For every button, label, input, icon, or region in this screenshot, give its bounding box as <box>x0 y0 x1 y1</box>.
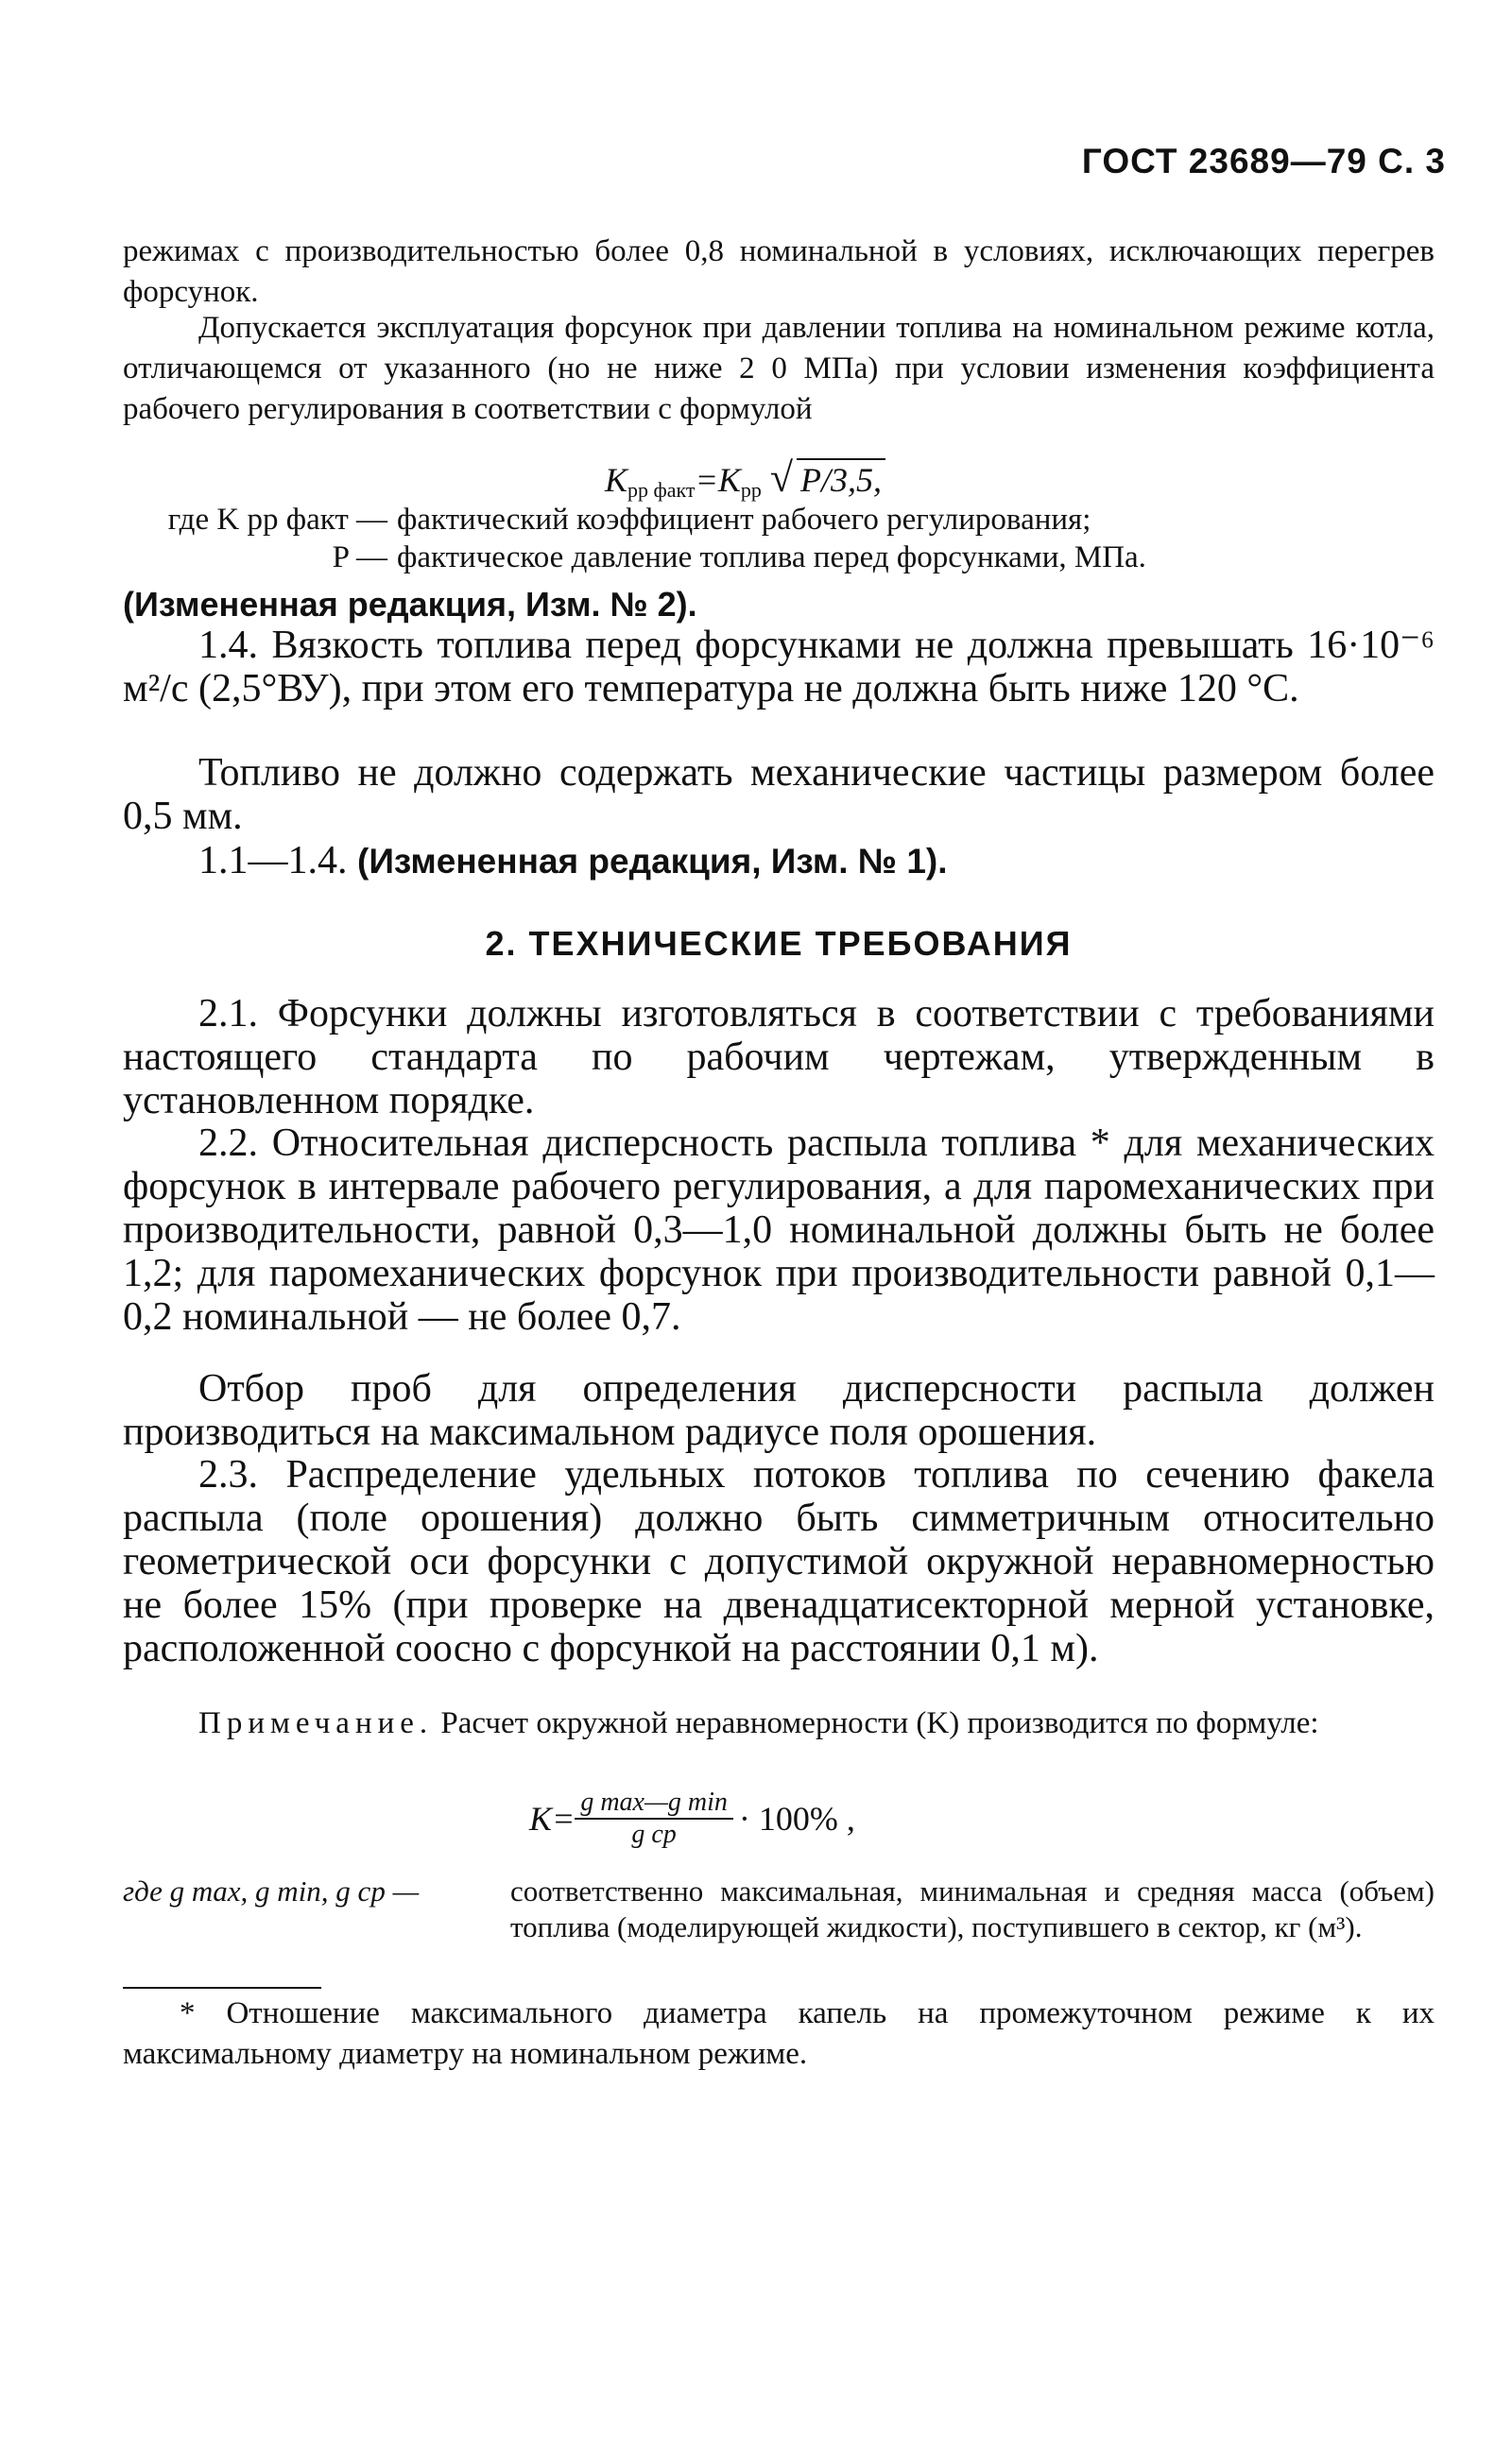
paragraph-2-2: 2.2. Относительная дисперсность распыла топлива * для механических форсунок в интервале рабочего регулирования, а для паромеханических при производительности, равной 0,3—1,0 номинальной должны быть не более 1,2; для паромеханических форсунок при производительности равной 0,1—0,2 номинальной — не более 0,7. <box>123 1121 1435 1339</box>
where-row: P — фактическое давление топлива перед форсунками, МПа. <box>332 540 1146 574</box>
where-row: где K рр факт — фактический коэффициент рабочего регулирования; <box>167 503 1091 537</box>
paragraph-2-3: 2.3. Распределение удельных потоков топлива по сечению факела распыла (поле орошения) должно быть симметричным относительно геометрической оси форсунки с допустимой окружной неравномерностью не более 15% (при проверке на двенадцатисекторной мерной установке, расположенной соосно с форсункой на расстоянии 0,1 м). <box>123 1453 1435 1670</box>
paragraph-1-4: 1.4. Вязкость топлива перед форсунками не должна превышать 16·10⁻⁶ м²/с (2,5°ВУ), при этом его температура не должна быть ниже 120 °С. <box>123 624 1435 710</box>
root-sign: √ <box>769 454 794 501</box>
paragraph-top2: Допускается эксплуатация форсунок при давлении топлива на номинальном режиме котла, отличающемся от указанного (но не ниже 2 0 МПа) при условии изменения коэффициента рабочего регулирования в соответствии с формулой <box>123 311 1435 426</box>
paragraph-1-4b: Топливо не должно содержать механические частицы размером более 0,5 мм. <box>123 751 1435 838</box>
section-title: 2. ТЕХНИЧЕСКИЕ ТРЕБОВАНИЯ <box>485 924 1073 963</box>
where-list-2 <box>123 1874 1435 1945</box>
page-header: ГОСТ 23689—79 С. 3 <box>1081 142 1446 180</box>
fraction: $\frac{\text{g max—g min}}{\text{g ср}}$ <box>575 1788 733 1850</box>
footnote-divider <box>123 1987 321 1989</box>
formula-krr: $K_{рр факт}=K_{рр}$ √ P/3,5, <box>605 453 885 503</box>
edit-note-1: (Измененная редакция, Изм. № 2). <box>123 585 697 624</box>
note: Примечание. Расчет окружной неравномерности (K) производится по формуле: <box>198 1706 1319 1740</box>
where-list-1 <box>123 501 1435 576</box>
formula-k: K= $\frac{\text{g max—g min}}{\text{g ср}}$ · 100% , <box>529 1788 855 1849</box>
paragraph-2-1: 2.1. Форсунки должны изготовляться в соответствии с требованиями настоящего стандарта по рабочим чертежам, утвержденным в установленном порядке. <box>123 992 1435 1122</box>
where-row: где g max, g min, g ср — соответственно максимальная, минимальная и средняя масса (объем) топлива (моделирующей жидкости), поступившего в сектор, кг (м³). <box>123 1874 1435 1943</box>
footnote: * Отношение максимального диаметра капель на промежуточном режиме к их максимальному диаметру на номинальном режиме. <box>123 1996 1435 2071</box>
paragraph-2-2b: Отбор проб для определения дисперсности распыла должен производиться на максимальном радиусе поля орошения. <box>123 1367 1435 1454</box>
edit-note-2: 1.1—1.4. (Измененная редакция, Изм. № 1). <box>198 839 948 882</box>
radicand: P/3,5, <box>797 458 885 500</box>
paragraph-top1: режимах с производительностью более 0,8 номинальной в условиях, исключающих перегрев форсунок. <box>123 234 1435 309</box>
